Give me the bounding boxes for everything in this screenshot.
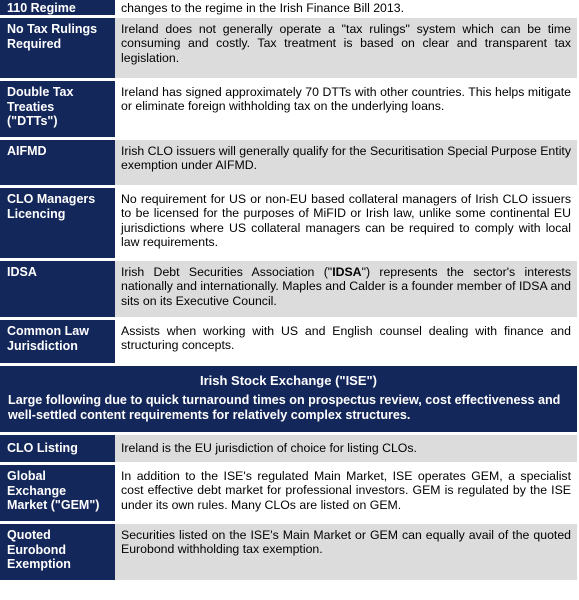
row-text: changes to the regime in the Irish Finance Bill 2013.: [114, 0, 577, 15]
row-label: 110 Regime: [0, 0, 114, 15]
section-title: Irish Stock Exchange ("ISE"): [199, 373, 378, 388]
row-text: Ireland does not generally operate a "tax rulings" system which can be time consuming and costly. Tax treatment is based on clear and transparent tax legislation.: [114, 18, 577, 78]
row-text: Securities listed on the ISE's Main Market or GEM can equally avail of the quoted Eurobond withholding tax exemption.: [114, 524, 577, 580]
row-label: AIFMD: [0, 140, 114, 185]
row-label: CLO Managers Licencing: [0, 188, 114, 258]
row-text: [114, 261, 577, 317]
section-description: Large following due to quick turnaround times on prospectus review, cost effectiveness and well-settled content requirements for relatively complex structures.: [8, 393, 561, 422]
section-banner: [0, 366, 577, 435]
row-text: Ireland has signed approximately 70 DTTs with other countries. This helps mitigate or eliminate foreign withholding tax on the underlying loans.: [114, 81, 577, 137]
row-label: Global Exchange Market ("GEM"): [0, 465, 114, 521]
row-label: Double Tax Treaties ("DTTs"): [0, 81, 114, 137]
table-row-double-tax-treaties: [0, 81, 577, 140]
row-text: No requirement for US or non-EU based collateral managers of Irish CLO issuers to be licensed for the purposes of MiFID or Irish law, unlike some continental EU jurisdictions where US collateral managers can be required to comply with local law requirements.: [114, 188, 577, 258]
table-row-quoted-eurobond: [0, 524, 577, 580]
table-row-idsa: [0, 261, 577, 320]
table-row-clo-managers-licencing: [0, 188, 577, 261]
row-label: Quoted Eurobond Exemption: [0, 524, 114, 580]
row-label: CLO Listing: [0, 435, 114, 462]
row-text: Irish CLO issuers will generally qualify for the Securitisation Special Purpose Entity exemption under AIFMD.: [114, 140, 577, 185]
table-row-aifmd: [0, 140, 577, 188]
table-row-global-exchange-market: [0, 465, 577, 524]
row-text: In addition to the ISE's regulated Main Market, ISE operates GEM, a specialist cost effective debt market for professional investors. GEM is regulated by the ISE under its own rules. Many CLOs are listed on GEM.: [114, 465, 577, 521]
table-row-common-law: [0, 320, 577, 366]
row-label: No Tax Rulings Required: [0, 18, 114, 78]
table-row-no-tax-rulings: [0, 18, 577, 81]
idsa-text-after: ") represents the sector's interests nationally and internationally. Maples and Calder is a founder member of IDSA and sits on its Executive Council.: [121, 265, 572, 308]
idsa-text-before: Irish Debt Securities Association (": [121, 265, 333, 279]
table-row-110-regime: [0, 0, 577, 18]
table-row-clo-listing: [0, 435, 577, 465]
row-text: Ireland is the EU jurisdiction of choice for listing CLOs.: [114, 435, 577, 462]
row-label: IDSA: [0, 261, 114, 317]
row-label: Common Law Jurisdiction: [0, 320, 114, 363]
idsa-text-bold: IDSA: [332, 265, 362, 279]
row-text: Assists when working with US and English counsel dealing with finance and structuring concepts.: [114, 320, 577, 363]
